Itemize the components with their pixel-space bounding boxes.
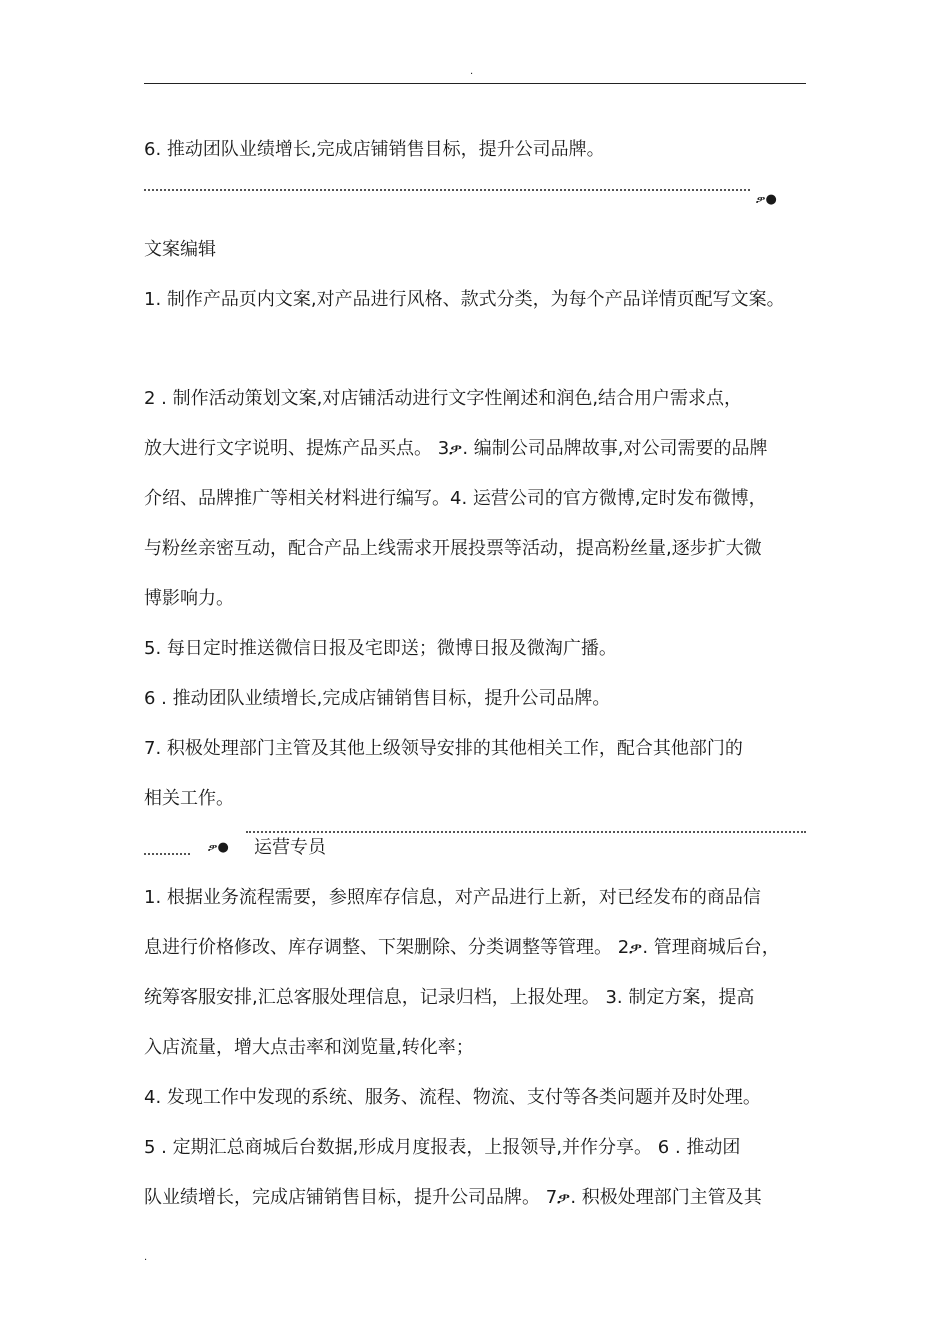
section-heading-operations: 运营专员 xyxy=(254,837,326,858)
paragraph-line: 1. 根据业务流程需要，参照库存信息，对产品进行上新，对已经发布的商品信 xyxy=(144,887,761,908)
paragraph-line: 放大进行文字说明、提炼产品买点。 3ቃ. 编制公司品牌故事,对公司需要的品牌 xyxy=(144,438,768,459)
paragraph-line: 1. 制作产品页内文案,对产品进行风格、款式分类，为每个产品详情页配写文案。 xyxy=(144,289,785,310)
toc-marker: ቃ● xyxy=(208,840,229,855)
paragraph-line: 与粉丝亲密互动，配合产品上线需求开展投票等活动，提高粉丝量,逐步扩大微 xyxy=(144,538,762,559)
paragraph-line: 统筹客服安排,汇总客服处理信息，记录归档，上报处理。 3. 制定方案，提高 xyxy=(144,987,755,1008)
paragraph-line: 介绍、品牌推广等相关材料进行编写。4. 运营公司的官方微博,定时发布微博， xyxy=(144,488,767,509)
paragraph-line: 息进行价格修改、库存调整、下架删除、分类调整等管理。 2ቃ. 管理商城后台， xyxy=(144,937,780,958)
paragraph-line: 入店流量，增大点击率和浏览量,转化率； xyxy=(144,1037,474,1058)
paragraph-line: 5. 每日定时推送微信日报及宅即送；微博日报及微淘广播。 xyxy=(144,638,617,659)
header-rule xyxy=(144,83,806,84)
paragraph-line: 5 . 定期汇总商城后台数据,形成月度报表，上报领导,并作分享。 6 . 推动团 xyxy=(144,1137,741,1158)
paragraph-line: 4. 发现工作中发现的系统、服务、流程、物流、支付等各类问题并及时处理。 xyxy=(144,1087,761,1108)
paragraph-line: 博影响力。 xyxy=(144,588,234,609)
toc-leader-dots xyxy=(144,189,750,191)
toc-marker: ቃ● xyxy=(756,192,777,207)
paragraph-line: 6 . 推动团队业绩增长,完成店铺销售目标，提升公司品牌。 xyxy=(144,688,611,709)
section-heading-copywriting: 文案编辑 xyxy=(144,239,216,260)
paragraph-line: 2 . 制作活动策划文案,对店铺活动进行文字性阐述和润色,结合用户需求点， xyxy=(144,388,743,409)
paragraph-line: 相关工作。 xyxy=(144,788,234,809)
paragraph-line: 6. 推动团队业绩增长,完成店铺销售目标，提升公司品牌。 xyxy=(144,139,605,160)
paragraph-line: 队业绩增长，完成店铺销售目标，提升公司品牌。 7ቃ. 积极处理部门主管及其 xyxy=(144,1187,762,1208)
footer-mark: . xyxy=(144,1252,148,1263)
toc-leader-dots xyxy=(144,853,190,855)
toc-leader-dots xyxy=(246,831,806,833)
header-mark: . xyxy=(470,66,474,77)
paragraph-line: 7. 积极处理部门主管及其他上级领导安排的其他相关工作，配合其他部门的 xyxy=(144,738,743,759)
